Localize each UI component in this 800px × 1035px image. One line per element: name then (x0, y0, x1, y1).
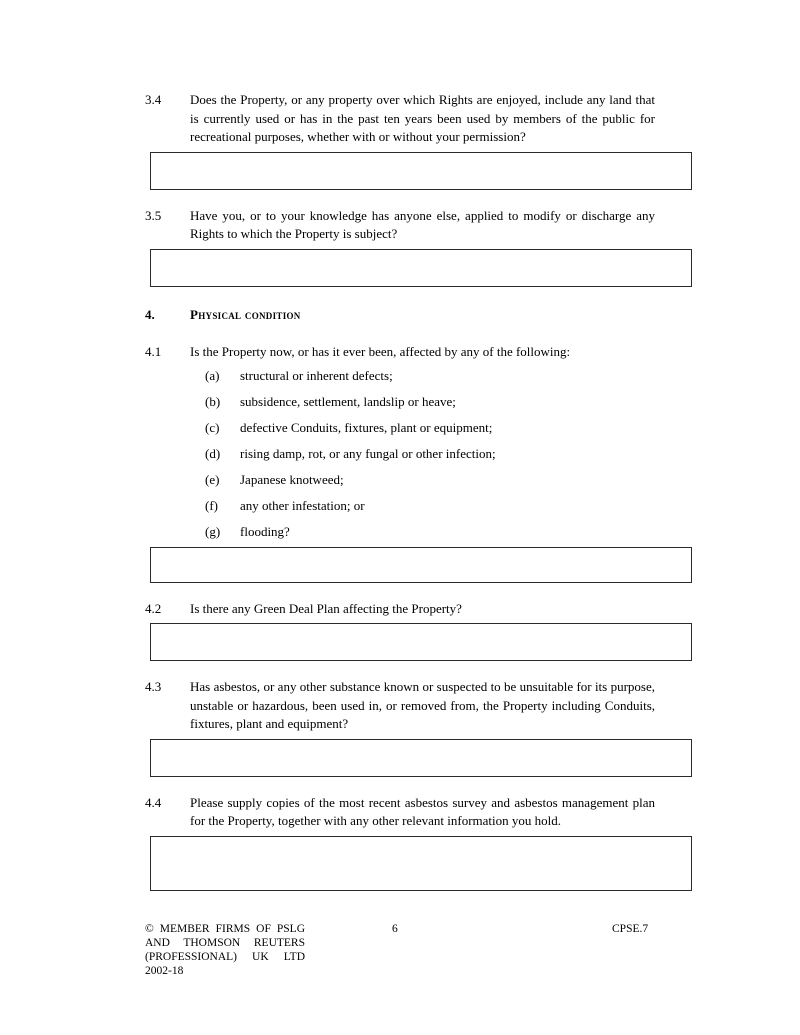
question-3-5 (145, 207, 800, 244)
question-number: 4.3 (145, 679, 162, 694)
question-number: 4.2 (145, 600, 162, 616)
subitem-a (205, 367, 800, 386)
subitem-letter: (a) (205, 368, 220, 383)
question-3-4 (145, 91, 800, 147)
doc-ref: CPSE.7 (612, 923, 649, 935)
subitem-text: Japanese knotweed; (240, 472, 344, 487)
question-text: Does the Property, or any property over which Rights are enjoyed, include any land that is currently used or has in the past ten years been used by members of the public for recreational purposes, whether with or without your permission? (190, 92, 655, 144)
subitem-text: any other infestation; or (240, 498, 365, 513)
question-4-2 (145, 600, 800, 619)
subitem-g (205, 523, 800, 542)
subitem-letter: (f) (205, 498, 218, 513)
answer-box-4-1[interactable] (150, 547, 692, 583)
subitem-d (205, 445, 800, 464)
subitem-text: subsidence, settlement, landslip or heave; (240, 394, 456, 409)
subitem-letter: (b) (205, 394, 221, 409)
question-text: Is there any Green Deal Plan affecting the Property? (190, 600, 462, 616)
subitem-text: structural or inherent defects; (240, 368, 393, 383)
question-number: 3.5 (145, 207, 162, 223)
subitem-c (205, 419, 800, 438)
section-title: Physical condition (190, 306, 301, 322)
subitem-b (205, 393, 800, 412)
subitem-letter: (e) (205, 472, 220, 487)
question-number: 4.4 (145, 794, 162, 810)
section-number: 4. (145, 306, 155, 322)
question-4-1 (145, 343, 800, 362)
question-text: Have you, or to your knowledge has anyone else, applied to modify or discharge any Rights to which the Property is subject? (190, 207, 655, 241)
question-4-3 (145, 678, 800, 734)
subitem-letter: (g) (205, 524, 221, 539)
subitem-text: defective Conduits, fixtures, plant or equipment; (240, 420, 493, 435)
question-number: 4.1 (145, 343, 162, 359)
subitem-text: flooding? (240, 524, 290, 539)
subitem-text: rising damp, rot, or any fungal or other infection; (240, 446, 496, 461)
subitem-e (205, 471, 800, 490)
answer-box-3-5[interactable] (150, 249, 692, 287)
page-number: 6 (392, 923, 398, 935)
answer-box-3-4[interactable] (150, 152, 692, 190)
copyright-notice: © MEMBER FIRMS OF PSLG AND THOMSON REUTERS (PROFESSIONAL) UK LTD 2002-18 (145, 923, 305, 977)
answer-box-4-3[interactable] (150, 739, 692, 777)
subitem-letter: (d) (205, 446, 221, 461)
question-4-1-subitems (0, 367, 800, 542)
subitem-letter: (c) (205, 420, 220, 435)
question-text: Has asbestos, or any other substance known or suspected to be unsuitable for its purpose, unstable or hazardous, been used in, or removed from, the Property including Conduits, fixtures, plant and equipment? (190, 679, 655, 731)
section-heading-physical-condition (145, 306, 800, 324)
subitem-f (205, 497, 800, 516)
question-text: Is the Property now, or has it ever been, affected by any of the following: (190, 343, 571, 359)
answer-box-4-2[interactable] (150, 623, 692, 661)
question-number: 3.4 (145, 92, 162, 107)
question-text: Please supply copies of the most recent asbestos survey and asbestos management plan for the Property, together with any other relevant information you hold. (190, 794, 655, 828)
question-4-4 (145, 794, 800, 831)
answer-box-4-4[interactable] (150, 836, 692, 891)
